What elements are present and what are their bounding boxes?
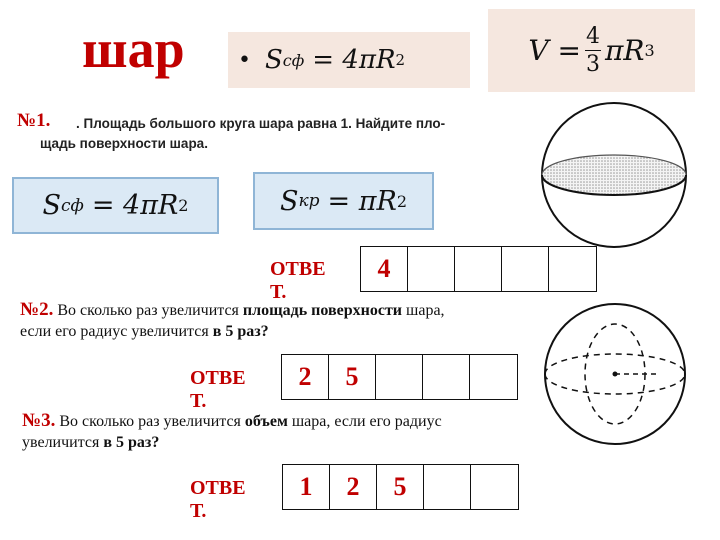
answer-cell[interactable] [423,355,470,399]
task2-text-bold: площадь поверхности [242,302,403,319]
volume-formula [488,9,695,92]
task1-line1: Площадь большого круга шара равна 1. Найдите пло- [83,116,446,131]
answer-cell[interactable]: 1 [283,465,330,509]
answer-cell[interactable]: 5 [377,465,424,509]
task2-text-mid: шара, [402,302,445,319]
task1-answer-grid [360,246,597,292]
formula-sub: кр [298,191,320,211]
task2-line1 [20,297,445,324]
answer-cell[interactable] [549,247,596,291]
sphere-radius-figure [540,298,690,450]
answer-cell[interactable] [502,247,549,291]
formula-lhs: S [42,190,61,221]
surface-area-formula [228,32,470,88]
task3-answer-label: ОТВЕТ. [190,477,246,522]
formula-sub: сф [282,50,305,70]
task1-line2: щадь поверхности шара. [40,136,208,151]
formula-exp: 3 [644,41,655,60]
task1-label: №1. [17,110,51,131]
answer-cell[interactable]: 4 [361,247,408,291]
task3-line2-bold: в 5 раз? [103,434,160,451]
task2-text-pre: Во сколько раз увеличится [57,302,243,319]
answer-cell[interactable] [470,355,517,399]
answer-cell[interactable] [424,465,471,509]
circle-area-formula-card [253,172,434,230]
answer-cell[interactable] [408,247,455,291]
task3-answer-grid [282,464,519,510]
formula-rhs: = 4πR [312,45,396,75]
surface-formula-card [12,177,219,234]
task2-line2-bold: в 5 раз? [212,323,269,340]
task1-text [76,114,445,134]
task3-text-mid: шара, если его радиус [287,413,442,430]
task3-text-pre: Во сколько раз увеличится [59,413,245,430]
page-title: шар [82,19,185,79]
center-point [613,372,618,377]
answer-cell[interactable]: 2 [330,465,377,509]
fraction-bar [585,50,601,51]
task1-answer-label: ОТВЕТ. [270,258,326,303]
formula-rhs: πR [604,34,645,67]
fraction [585,25,601,76]
formula-exp: 2 [178,196,189,215]
task2-answer-grid [281,354,518,400]
task1-marker: . [76,116,80,131]
answer-cell[interactable] [376,355,423,399]
bullet: • [238,47,251,73]
task2-line2 [20,321,269,343]
formula-lhs: S [279,185,299,217]
answer-cell[interactable] [455,247,502,291]
fraction-numerator: 4 [585,23,600,49]
answer-cell[interactable]: 2 [282,355,329,399]
task3-line2-pre: увеличится [22,434,104,451]
answer-cell[interactable]: 5 [329,355,376,399]
task2-label: №2. [20,299,54,320]
formula-exp: 2 [395,51,406,69]
task2-line2-pre: если его радиус увеличится [20,323,213,340]
formula-lhs: V = [528,34,581,67]
task3-line1 [22,408,442,435]
formula-rhs: = 4πR [91,190,179,221]
task3-label: №3. [22,410,56,431]
formula-lhs: S [264,45,283,75]
sphere-shaded-circle-figure [532,100,697,250]
formula-rhs: = πR [327,185,397,217]
task3-text-bold: объем [244,413,288,430]
task2-answer-label: ОТВЕТ. [190,367,246,412]
task3-line2 [22,432,159,454]
formula-exp: 2 [396,191,407,211]
answer-cell[interactable] [471,465,518,509]
fraction-denominator: 3 [585,52,600,77]
formula-sub: сф [61,195,84,216]
